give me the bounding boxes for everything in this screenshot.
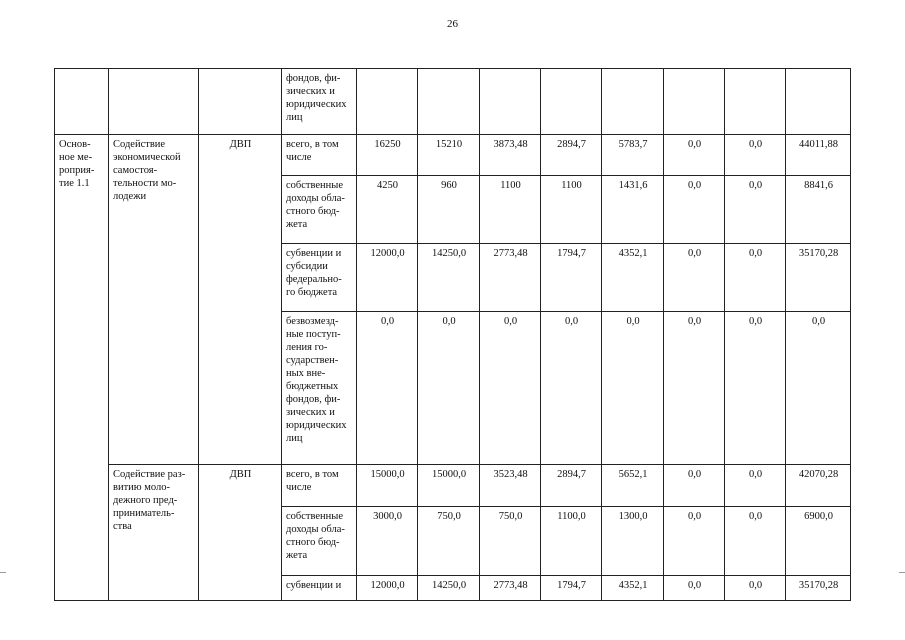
- cell-source: фондов, фи- зических и юридических лиц: [282, 69, 357, 135]
- margin-mark-left: [0, 572, 6, 573]
- source-label: всего, в том числе: [282, 465, 357, 507]
- executor: ДВП: [199, 465, 282, 601]
- value-cell: 4352,1: [602, 244, 664, 312]
- value-cell: 5783,7: [602, 135, 664, 176]
- source-label: субвенции и: [282, 576, 357, 601]
- value-cell: 0,0: [786, 312, 851, 465]
- value-cell: 3523,48: [480, 465, 541, 507]
- page-number: 26: [447, 18, 458, 30]
- value-cell: 3873,48: [480, 135, 541, 176]
- value-cell: 15210: [418, 135, 480, 176]
- value-cell: 12000,0: [357, 576, 418, 601]
- value-cell: 0,0: [725, 312, 786, 465]
- value-cell: 0,0: [664, 312, 725, 465]
- value-cell: 0,0: [725, 244, 786, 312]
- value-cell: 16250: [357, 135, 418, 176]
- value-cell: 44011,88: [786, 135, 851, 176]
- subprogram-name: Содействие раз- витию моло- дежного пред- приниматель- ства: [109, 465, 199, 601]
- source-label: собственные доходы обла- стного бюд- жета: [282, 176, 357, 244]
- main-event-label: Основ- ное ме- роприя- тие 1.1: [55, 135, 109, 601]
- value-cell: 2773,48: [480, 576, 541, 601]
- cell-executor: [199, 69, 282, 135]
- value-cell: 0,0: [541, 312, 602, 465]
- executor: ДВП: [199, 135, 282, 465]
- value-cell: 0,0: [725, 176, 786, 244]
- value-cell: 35170,28: [786, 576, 851, 601]
- value-cell: 1300,0: [602, 507, 664, 576]
- value-cell: 4250: [357, 176, 418, 244]
- table-row: [55, 69, 851, 135]
- table-row: [55, 135, 851, 176]
- value-cell: 960: [418, 176, 480, 244]
- value-cell: 5652,1: [602, 465, 664, 507]
- value-cell: 0,0: [480, 312, 541, 465]
- source-label: всего, в том числе: [282, 135, 357, 176]
- cell-event: [55, 69, 109, 135]
- value-cell: 0,0: [725, 135, 786, 176]
- value-cell: 0,0: [357, 312, 418, 465]
- value-cell: 2894,7: [541, 465, 602, 507]
- value-cell: 750,0: [418, 507, 480, 576]
- value-cell: 14250,0: [418, 576, 480, 601]
- value-cell: 0,0: [664, 176, 725, 244]
- value-cell: 1431,6: [602, 176, 664, 244]
- value-cell: 0,0: [725, 465, 786, 507]
- value-cell: 42070,28: [786, 465, 851, 507]
- value-cell: 1100,0: [541, 507, 602, 576]
- value-cell: 0,0: [664, 576, 725, 601]
- value-cell: 15000,0: [418, 465, 480, 507]
- cell-name: [109, 69, 199, 135]
- value-cell: 35170,28: [786, 244, 851, 312]
- source-label: субвенции и субсидии федерально- го бюджета: [282, 244, 357, 312]
- value-cell: 0,0: [664, 244, 725, 312]
- value-cell: 4352,1: [602, 576, 664, 601]
- value-cell: 14250,0: [418, 244, 480, 312]
- value-cell: 1100: [541, 176, 602, 244]
- source-label: собственные доходы обла- стного бюд- жета: [282, 507, 357, 576]
- value-cell: 2773,48: [480, 244, 541, 312]
- value-cell: 8841,6: [786, 176, 851, 244]
- value-cell: 0,0: [725, 507, 786, 576]
- value-cell: 0,0: [725, 576, 786, 601]
- margin-mark-right: [899, 572, 905, 573]
- value-cell: 0,0: [664, 465, 725, 507]
- value-cell: 6900,0: [786, 507, 851, 576]
- value-cell: 12000,0: [357, 244, 418, 312]
- value-cell: 750,0: [480, 507, 541, 576]
- value-cell: 1794,7: [541, 576, 602, 601]
- value-cell: 3000,0: [357, 507, 418, 576]
- value-cell: 1100: [480, 176, 541, 244]
- value-cell: 0,0: [664, 135, 725, 176]
- value-cell: 1794,7: [541, 244, 602, 312]
- subprogram-name: Содействие экономической самостоя- тельности мо- лодежи: [109, 135, 199, 465]
- source-label: безвозмезд- ные поступ- ления го- сударствен- ных вне- бюджетных фондов, фи- зических и юридических лиц: [282, 312, 357, 465]
- budget-table: [54, 68, 851, 601]
- value-cell: 0,0: [418, 312, 480, 465]
- value-cell: 0,0: [664, 507, 725, 576]
- value-cell: 2894,7: [541, 135, 602, 176]
- table-row: [55, 465, 851, 507]
- value-cell: 15000,0: [357, 465, 418, 507]
- value-cell: 0,0: [602, 312, 664, 465]
